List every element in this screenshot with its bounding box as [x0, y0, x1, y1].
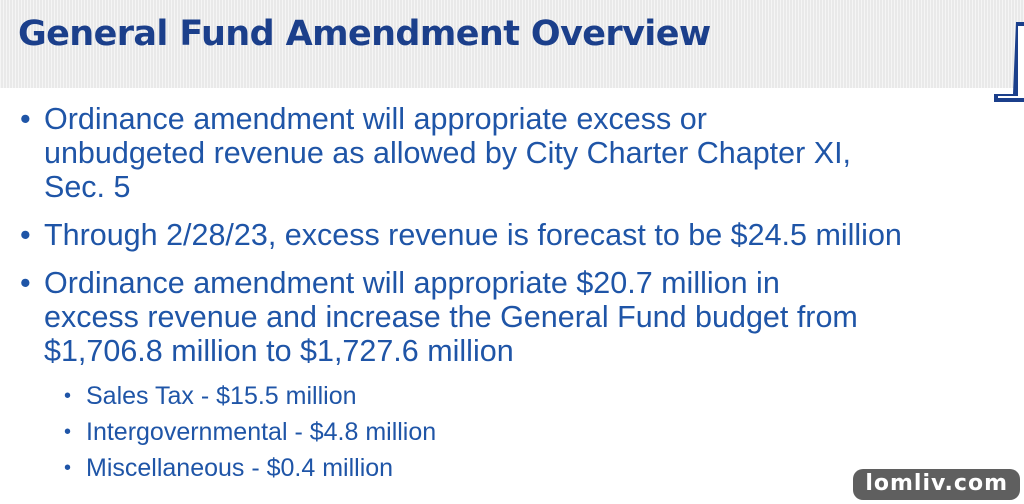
bullet-dot: •	[20, 218, 31, 252]
sub-bullet-dot: •	[64, 457, 72, 479]
bullet-item	[0, 266, 1024, 368]
bullet-item	[0, 102, 1024, 204]
bullet-dot: •	[20, 266, 31, 300]
bullet-line: Ordinance amendment will appropriate $20.7 million in	[44, 266, 780, 300]
sub-bullet-item	[0, 378, 1024, 414]
bullet-line: unbudgeted revenue as allowed by City Charter Chapter XI,	[44, 136, 852, 170]
bullet-line: Sec. 5	[44, 170, 131, 204]
sub-bullet-dot: •	[64, 385, 72, 407]
sub-bullet-dot: •	[64, 421, 72, 443]
bullet-line: $1,706.8 million to $1,727.6 million	[44, 334, 514, 368]
bullet-dot: •	[20, 102, 31, 136]
bullet-line: Ordinance amendment will appropriate excess or	[44, 102, 707, 136]
slide-title: General Fund Amendment Overview	[18, 14, 711, 54]
bullet-item	[0, 218, 1024, 252]
corner-decoration	[994, 22, 1024, 102]
sub-bullet-text: Intergovernmental - $4.8 million	[86, 418, 437, 446]
bullet-line: Through 2/28/23, excess revenue is forecast to be $24.5 million	[44, 218, 902, 252]
sub-bullet-text: Miscellaneous - $0.4 million	[86, 454, 394, 482]
title-band	[0, 0, 1024, 88]
watermark: lomliv.com	[853, 469, 1020, 500]
sub-bullet-text: Sales Tax - $15.5 million	[86, 382, 357, 410]
sub-bullet-item	[0, 414, 1024, 450]
bullet-list	[0, 102, 1024, 486]
bullet-line: excess revenue and increase the General Fund budget from	[44, 300, 858, 334]
